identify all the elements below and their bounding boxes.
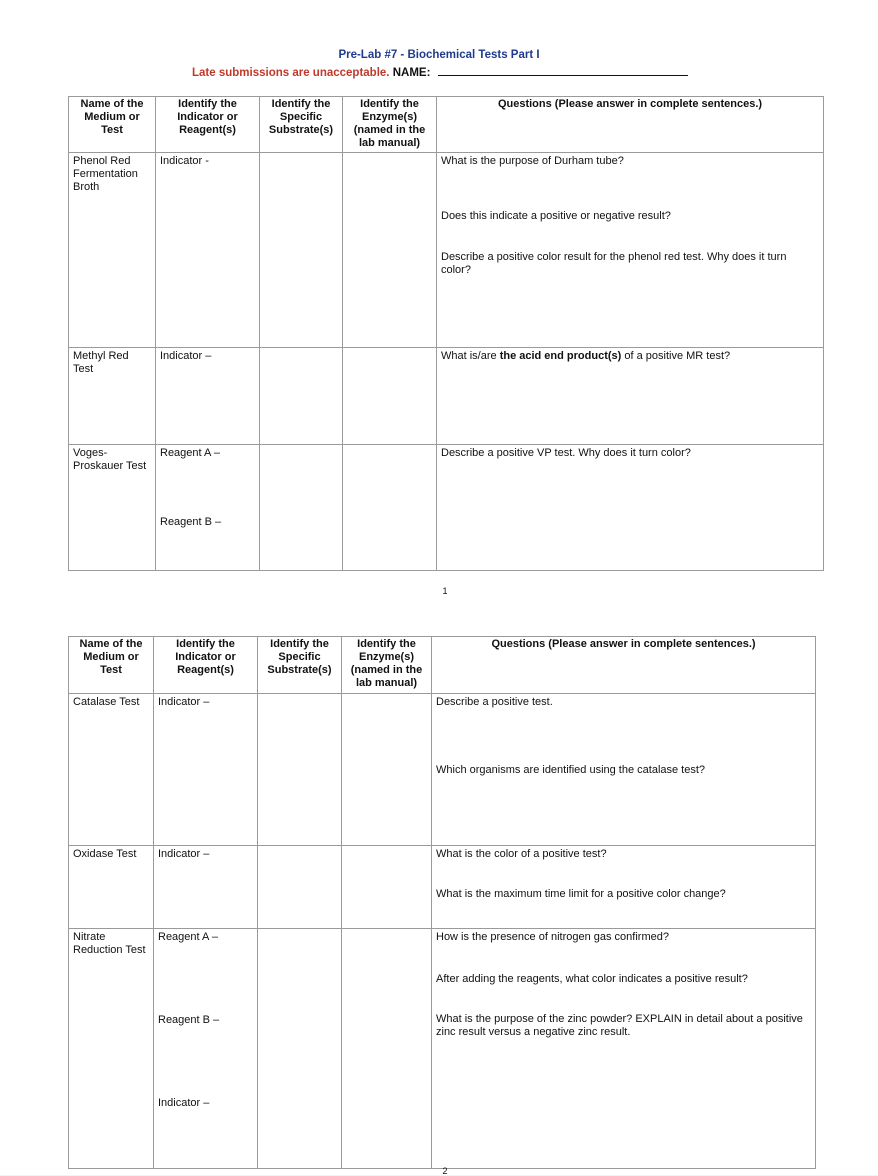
enzyme-cell[interactable] bbox=[343, 445, 437, 571]
header-indicator: Identify the Indicator or Reagent(s) bbox=[156, 97, 260, 153]
header-enzyme: Identify the Enzyme(s) (named in the lab manual) bbox=[343, 97, 437, 153]
substrate-cell[interactable] bbox=[258, 694, 342, 846]
header-questions: Questions (Please answer in complete sentences.) bbox=[432, 637, 816, 694]
name-blank[interactable] bbox=[438, 65, 688, 76]
enzyme-cell[interactable] bbox=[342, 846, 432, 929]
reagent-label: Reagent A – bbox=[158, 931, 218, 943]
question-text: What is the maximum time limit for a positive color change? bbox=[436, 888, 726, 900]
header-substrate: Identify the Specific Substrate(s) bbox=[258, 637, 342, 694]
questions-cell[interactable] bbox=[432, 846, 816, 929]
medium-cell: Catalase Test bbox=[69, 694, 154, 846]
reagent-cell[interactable] bbox=[154, 694, 258, 846]
table-row bbox=[69, 929, 816, 1169]
reagent-cell[interactable] bbox=[156, 348, 260, 445]
medium-cell: Voges-Proskauer Test bbox=[69, 445, 156, 571]
reagent-cell[interactable] bbox=[156, 153, 260, 348]
table-row bbox=[69, 694, 816, 846]
question-emphasis: the acid end product(s) bbox=[499, 350, 622, 362]
substrate-cell[interactable] bbox=[258, 846, 342, 929]
reagent-cell[interactable] bbox=[154, 846, 258, 929]
submission-line bbox=[192, 65, 688, 79]
reagent-label: Indicator – bbox=[158, 696, 210, 708]
medium-cell: Methyl Red Test bbox=[69, 348, 156, 445]
substrate-cell[interactable] bbox=[260, 153, 343, 348]
question-part: What is/are bbox=[441, 350, 500, 362]
questions-cell[interactable] bbox=[432, 929, 816, 1169]
table-header-row bbox=[69, 637, 816, 694]
substrate-cell[interactable] bbox=[260, 348, 343, 445]
questions-cell[interactable] bbox=[432, 694, 816, 846]
reagent-label: Indicator - bbox=[160, 155, 209, 167]
question-text bbox=[441, 350, 730, 362]
reagent-label: Indicator – bbox=[160, 350, 212, 362]
substrate-cell[interactable] bbox=[258, 929, 342, 1169]
page1-table bbox=[68, 96, 824, 571]
page2-table bbox=[68, 636, 816, 1169]
questions-cell[interactable] bbox=[437, 153, 824, 348]
question-text: Describe a positive color result for the phenol red test. Why does it turn color? bbox=[441, 251, 787, 276]
question-text: Describe a positive VP test. Why does it turn color? bbox=[441, 447, 691, 459]
substrate-cell[interactable] bbox=[260, 445, 343, 571]
enzyme-cell[interactable] bbox=[342, 694, 432, 846]
header-medium: Name of the Medium or Test bbox=[69, 637, 154, 694]
reagent-label: Reagent A – bbox=[160, 447, 220, 459]
question-text: What is the purpose of Durham tube? bbox=[441, 155, 624, 167]
question-text: How is the presence of nitrogen gas confirmed? bbox=[436, 931, 669, 943]
header-medium: Name of the Medium or Test bbox=[69, 97, 156, 153]
reagent-label: Reagent B – bbox=[158, 1014, 220, 1026]
late-notice: Late submissions are unacceptable. bbox=[192, 67, 390, 79]
table-header-row bbox=[69, 97, 824, 153]
table-row bbox=[69, 846, 816, 929]
table-row bbox=[69, 153, 824, 348]
name-label: NAME: bbox=[392, 67, 431, 79]
question-text: Does this indicate a positive or negative result? bbox=[441, 210, 671, 222]
medium-cell: Nitrate Reduction Test bbox=[69, 929, 154, 1169]
page-number: 2 bbox=[442, 1166, 448, 1176]
reagent-label: Indicator – bbox=[158, 1097, 210, 1109]
medium-cell: Phenol Red Fermentation Broth bbox=[69, 153, 156, 348]
enzyme-cell[interactable] bbox=[343, 153, 437, 348]
questions-cell[interactable] bbox=[437, 445, 824, 571]
question-text: After adding the reagents, what color indicates a positive result? bbox=[436, 973, 748, 985]
question-text: Describe a positive test. bbox=[436, 696, 553, 708]
header-enzyme: Identify the Enzyme(s) (named in the lab manual) bbox=[342, 637, 432, 694]
table-row bbox=[69, 348, 824, 445]
question-text: What is the purpose of the zinc powder? EXPLAIN in detail about a positive zinc result versus a negative zinc result. bbox=[436, 1013, 803, 1038]
reagent-cell[interactable] bbox=[156, 445, 260, 571]
enzyme-cell[interactable] bbox=[343, 348, 437, 445]
header-substrate: Identify the Specific Substrate(s) bbox=[260, 97, 343, 153]
reagent-label: Reagent B – bbox=[160, 516, 222, 528]
enzyme-cell[interactable] bbox=[342, 929, 432, 1169]
question-text: What is the color of a positive test? bbox=[436, 848, 607, 860]
question-part: of a positive MR test? bbox=[621, 350, 731, 362]
document-title: Pre-Lab #7 - Biochemical Tests Part I bbox=[338, 49, 540, 61]
question-text: Which organisms are identified using the catalase test? bbox=[436, 764, 706, 776]
reagent-cell[interactable] bbox=[154, 929, 258, 1169]
header-questions: Questions (Please answer in complete sentences.) bbox=[437, 97, 824, 153]
header-indicator: Identify the Indicator or Reagent(s) bbox=[154, 637, 258, 694]
page-number: 1 bbox=[442, 586, 448, 596]
questions-cell[interactable] bbox=[437, 348, 824, 445]
table-row bbox=[69, 445, 824, 571]
medium-cell: Oxidase Test bbox=[69, 846, 154, 929]
reagent-label: Indicator – bbox=[158, 848, 210, 860]
